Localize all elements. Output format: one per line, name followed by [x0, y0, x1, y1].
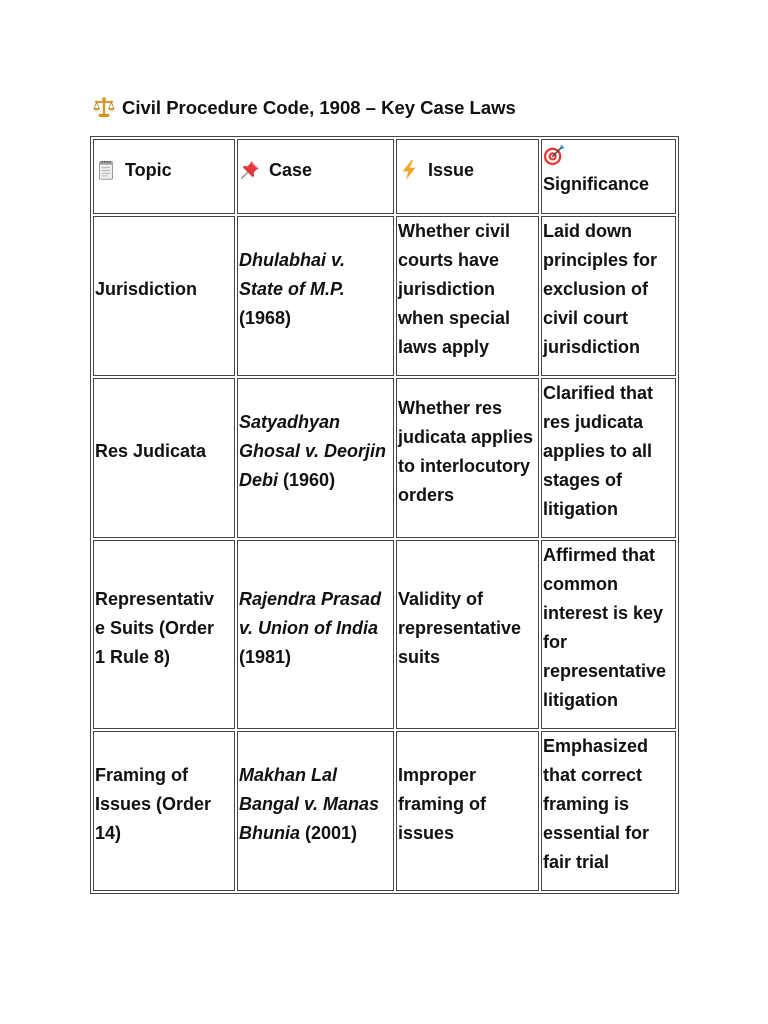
- document-title-text: Civil Procedure Code, 1908 – Key Case Laws: [122, 97, 516, 118]
- case-name: Satyadhyan Ghosal v. Deorjin Debi: [239, 412, 387, 490]
- case-laws-table: [90, 136, 679, 894]
- notepad-icon: [95, 159, 117, 181]
- cell-issue: Improper framing of issues: [396, 731, 539, 891]
- case-year: (1981): [239, 646, 292, 667]
- target-icon: [543, 144, 565, 166]
- header-topic-label: Topic: [125, 159, 172, 180]
- header-case-label: Case: [269, 159, 313, 180]
- table-row: [93, 540, 676, 729]
- cell-case: [237, 216, 394, 376]
- table-row: [93, 731, 676, 891]
- case-year: (2001): [305, 823, 358, 843]
- cell-significance: Emphasized that correct framing is essential for fair trial: [541, 731, 676, 891]
- balance-scale-icon: [93, 96, 115, 118]
- pushpin-icon: [239, 159, 261, 181]
- cell-issue: Whether res judicata applies to interlocutory orders: [396, 378, 539, 538]
- case-year: (1960): [283, 470, 336, 490]
- cell-case: [237, 540, 394, 729]
- table-header-row: [93, 139, 676, 214]
- document-title: [93, 96, 516, 120]
- header-issue: [396, 139, 539, 214]
- cell-significance: Laid down principles for exclusion of civil court jurisdiction: [541, 216, 676, 376]
- cell-issue: Whether civil courts have jurisdiction when special laws apply: [396, 216, 539, 376]
- header-significance: [541, 139, 676, 214]
- case-name: Makhan Lal Bangal v. Manas Bhunia: [239, 765, 380, 843]
- cell-topic: Representative Suits (Order 1 Rule 8): [93, 540, 235, 729]
- cell-issue: Validity of representative suits: [396, 540, 539, 729]
- cell-significance: Clarified that res judicata applies to all stages of litigation: [541, 378, 676, 538]
- case-name: Rajendra Prasad v. Union of India: [239, 588, 382, 638]
- cell-topic: Res Judicata: [93, 378, 235, 538]
- cell-significance: Affirmed that common interest is key for representative litigation: [541, 540, 676, 729]
- cell-case: [237, 378, 394, 538]
- cell-topic: Framing of Issues (Order 14): [93, 731, 235, 891]
- lightning-icon: [398, 159, 420, 181]
- cell-topic: Jurisdiction: [93, 216, 235, 376]
- header-case: [237, 139, 394, 214]
- table-row: [93, 378, 676, 538]
- table-row: [93, 216, 676, 376]
- header-significance-label: Significance: [543, 174, 650, 194]
- header-issue-label: Issue: [428, 159, 475, 180]
- case-year: (1968): [239, 308, 292, 328]
- header-topic: [93, 139, 235, 214]
- cell-case: [237, 731, 394, 891]
- case-name: Dhulabhai v. State of M.P.: [239, 250, 346, 299]
